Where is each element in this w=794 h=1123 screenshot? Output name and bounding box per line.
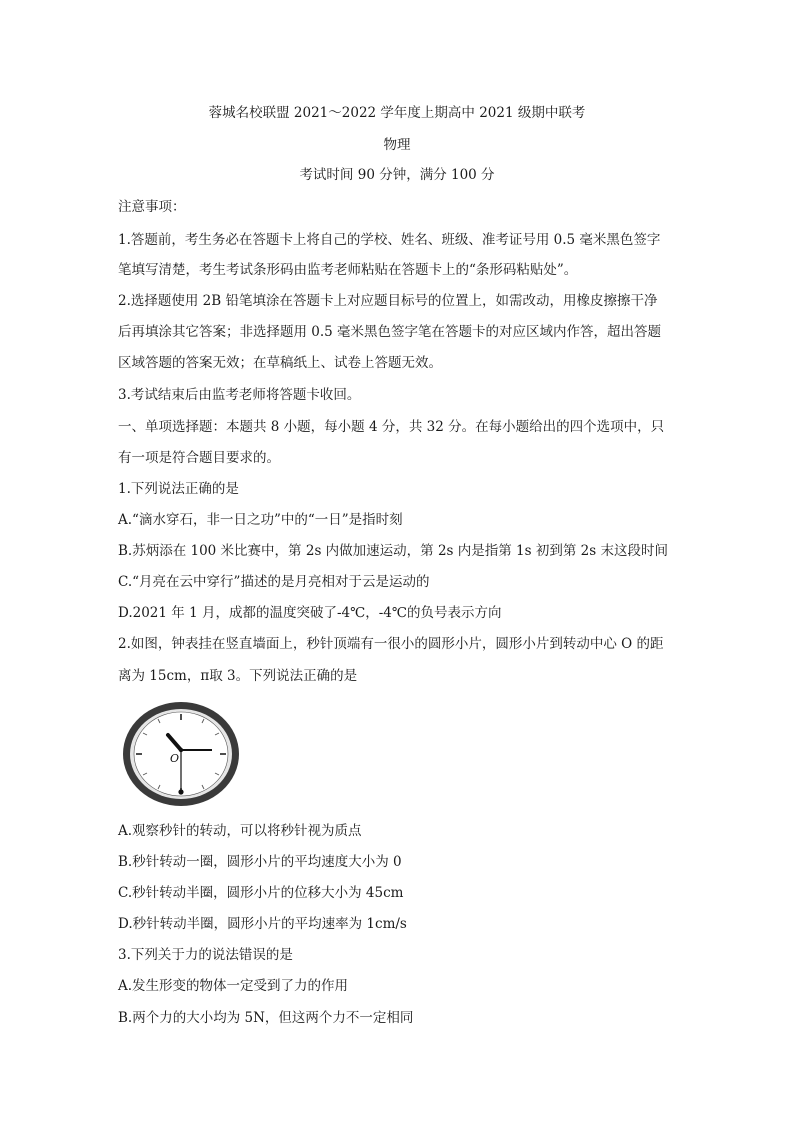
question-2-stem: 离为 15cm，π取 3。下列说法正确的是 bbox=[118, 668, 358, 684]
question-3-option-a: A.发生形变的物体一定受到了力的作用 bbox=[118, 978, 349, 994]
question-1-option-d: D.2021 年 1 月，成都的温度突破了-4℃，-4℃的负号表示方向 bbox=[118, 605, 502, 621]
exam-title: 蓉城名校联盟 2021～2022 学年度上期高中 2021 级期中联考 bbox=[208, 105, 586, 121]
section-heading: 一、单项选择题：本题共 8 小题，每小题 4 分，共 32 分。在每小题给出的四个选项中，只 bbox=[118, 419, 665, 435]
second-hand-disk bbox=[178, 789, 183, 794]
notes-line: 区域答题的答案无效；在草稿纸上、试卷上答题无效。 bbox=[118, 355, 442, 371]
question-3-stem: 3.下列关于力的说法错误的是 bbox=[118, 947, 293, 963]
clock-figure bbox=[120, 700, 242, 808]
question-1-option-b: B.苏炳添在 100 米比赛中，第 2s 内做加速运动，第 2s 内是指第 1s 初到第 2s 末这段时间 bbox=[118, 543, 668, 559]
question-2-option-c: C.秒针转动半圈，圆形小片的位移大小为 45cm bbox=[118, 885, 404, 901]
subject-title: 物理 bbox=[383, 137, 411, 153]
question-3-option-b: B.两个力的大小均为 5N，但这两个力不一定相同 bbox=[118, 1010, 414, 1026]
notes-line: 1.答题前，考生务必在答题卡上将自己的学校、姓名、班级、准考证号用 0.5 毫米黑色签字 bbox=[118, 232, 661, 248]
center-label-o: O bbox=[170, 752, 180, 765]
exam-info: 考试时间 90 分钟，满分 100 分 bbox=[299, 167, 495, 183]
clock-center bbox=[179, 748, 183, 752]
notes-line: 笔填写清楚，考生考试条形码由监考老师粘贴在答题卡上的“条形码粘贴处”。 bbox=[118, 262, 578, 278]
notes-heading: 注意事项： bbox=[118, 199, 186, 215]
question-1-option-c: C.“月亮在云中穿行”描述的是月亮相对于云是运动的 bbox=[118, 574, 430, 590]
notes-line: 2.选择题使用 2B 铅笔填涂在答题卡上对应题目标号的位置上，如需改动，用橡皮擦擦干净 bbox=[118, 293, 658, 309]
question-2-stem: 2.如图，钟表挂在竖直墙面上，秒针顶端有一很小的圆形小片，圆形小片到转动中心 O 的距 bbox=[118, 636, 664, 652]
question-2-option-b: B.秒针转动一圈，圆形小片的平均速度大小为 0 bbox=[118, 854, 402, 870]
question-2-option-a: A.观察秒针的转动，可以将秒针视为质点 bbox=[118, 823, 362, 839]
question-1-stem: 1.下列说法正确的是 bbox=[118, 481, 239, 497]
notes-line: 后再填涂其它答案；非选择题用 0.5 毫米黑色签字笔在答题卡的对应区域内作答，超出答题 bbox=[118, 324, 662, 340]
question-1-option-a: A.“滴水穿石，非一日之功”中的“一日”是指时刻 bbox=[118, 512, 403, 528]
notes-line: 3.考试结束后由监考老师将答题卡收回。 bbox=[118, 387, 361, 403]
section-heading-cont: 有一项是符合题目要求的。 bbox=[118, 450, 280, 466]
question-2-option-d: D.秒针转动半圈，圆形小片的平均速率为 1cm/s bbox=[118, 916, 407, 932]
